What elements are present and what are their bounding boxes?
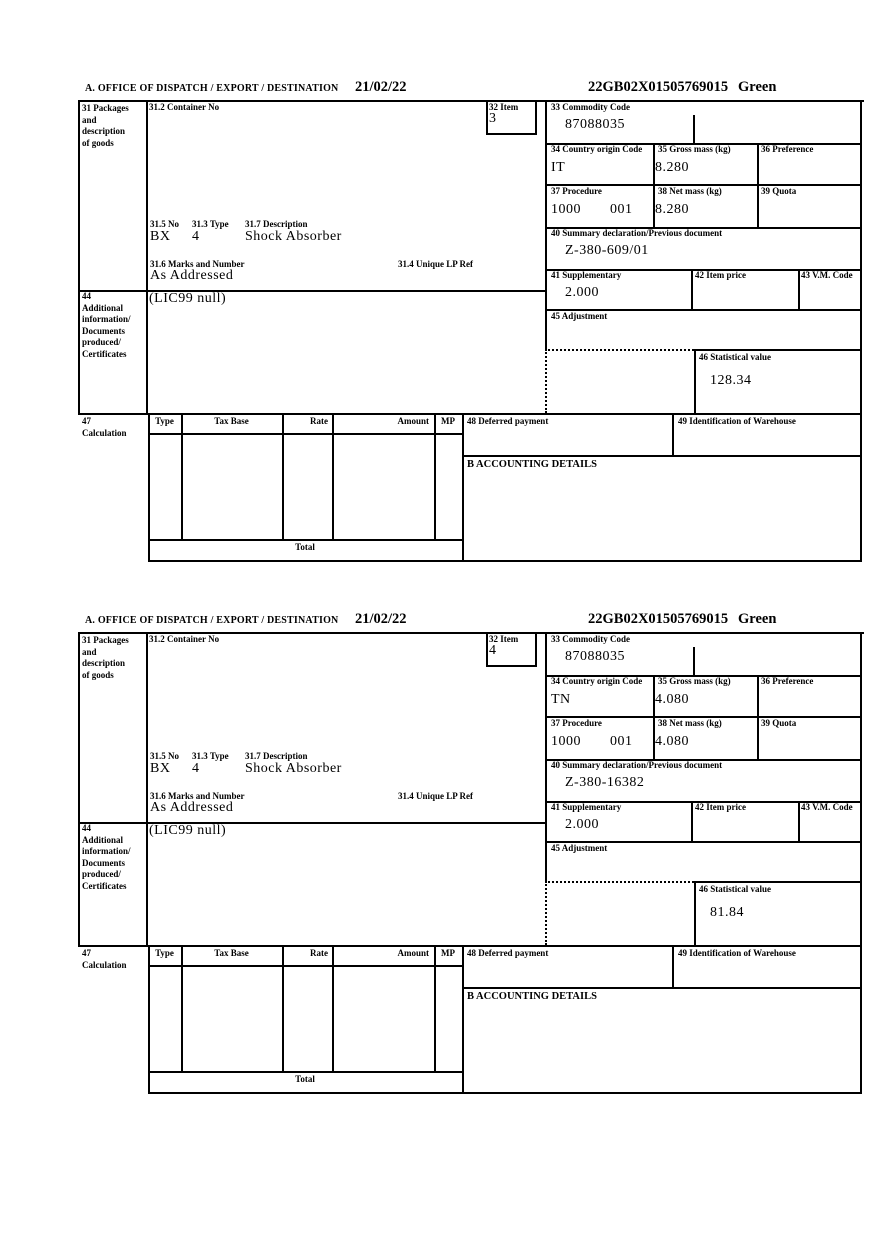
description-317-label: 31.7 Description [245, 219, 308, 229]
procedure-label: 37 Procedure [551, 186, 602, 196]
procedure-value: 1000 [551, 202, 581, 217]
preference-label: 36 Preference [761, 144, 814, 154]
deferred-payment-label: 48 Deferred payment [467, 948, 549, 958]
item-box-left [486, 100, 488, 135]
calc-header-taxbase: Tax Base [214, 416, 249, 426]
routing-status: Green [738, 79, 777, 95]
calc-col-type-right [181, 945, 183, 1071]
vm-code-label: 43 V.M. Code [801, 270, 853, 280]
declaration-reference: 22GB02X01505769015 [588, 611, 729, 627]
col42-43-divider [798, 269, 800, 309]
quota-label: 39 Quota [761, 718, 797, 728]
accounting-box-top [462, 987, 862, 989]
summary-declaration-label: 40 Summary declaration/Previous document [551, 760, 723, 770]
calc-col-taxbase-right [282, 945, 284, 1071]
no-315-label: 31.5 No [150, 751, 179, 761]
statistical-dotted-vertical [545, 881, 547, 945]
warehouse-id-label: 49 Identification of Warehouse [678, 948, 796, 958]
calc-col-type-right [181, 413, 183, 539]
goods-description-value: Shock Absorber [245, 761, 342, 776]
calc-total-label: Total [295, 542, 315, 552]
preference-label: 36 Preference [761, 676, 814, 686]
form-bottom-border [148, 560, 862, 562]
net-mass-label: 38 Net mass (kg) [658, 186, 722, 196]
commodity-code-value: 87088035 [565, 649, 625, 664]
accounting-details-label: B ACCOUNTING DETAILS [467, 991, 597, 1002]
lp-ref-314-label: 31.4 Unique LP Ref [398, 259, 474, 269]
marks-316-label: 31.6 Marks and Number [150, 259, 245, 269]
lp-ref-314-label: 31.4 Unique LP Ref [398, 791, 474, 801]
calc-col-amount-right [434, 413, 436, 539]
adjustment-label: 45 Adjustment [551, 843, 608, 853]
gross-mass-label: 35 Gross mass (kg) [658, 144, 731, 154]
item-no-value: 3 [489, 111, 497, 126]
calc-header-type: Type [155, 416, 174, 426]
statistical-value-label: 46 Statistical value [699, 352, 771, 362]
office-of-dispatch-label: A. OFFICE OF DISPATCH / EXPORT / DESTINATION [85, 615, 339, 626]
country-origin-label: 34 Country origin Code [551, 676, 643, 686]
commodity-code-label: 33 Commodity Code [551, 102, 630, 112]
col48-49-divider [672, 413, 674, 457]
box31-label: 31 Packages and description of goods [82, 103, 129, 148]
gross-mass-value: 4.080 [655, 692, 689, 707]
item-no-label: 32 Item [489, 634, 519, 644]
declaration-item-block [0, 612, 882, 1097]
box31-label: 31 Packages and description of goods [82, 635, 129, 680]
packages-no-value: BX [150, 229, 171, 244]
office-of-dispatch-label: A. OFFICE OF DISPATCH / EXPORT / DESTINATION [85, 83, 339, 94]
form-right-border [860, 100, 862, 562]
item-box-bottom [486, 665, 537, 667]
gross-mass-value: 8.280 [655, 160, 689, 175]
box47-label: 47 Calculation [82, 416, 127, 438]
statistical-box-left [694, 881, 696, 945]
item-no-label: 32 Item [489, 102, 519, 112]
marks-value: As Addressed [150, 268, 234, 283]
calc-col-rate-right [332, 413, 334, 539]
form-bottom-border [148, 1092, 862, 1094]
gross-mass-label: 35 Gross mass (kg) [658, 676, 731, 686]
item-box-right [535, 632, 537, 667]
declaration-date: 21/02/22 [355, 79, 407, 95]
accounting-details-label: B ACCOUNTING DETAILS [467, 459, 597, 470]
statistical-value-label: 46 Statistical value [699, 884, 771, 894]
type-313-label: 31.3 Type [192, 751, 229, 761]
calc-band-top [78, 413, 862, 415]
statistical-dotted-vertical [545, 349, 547, 413]
procedure-value: 1000 [551, 734, 581, 749]
item-box-left [486, 632, 488, 667]
description-317-label: 31.7 Description [245, 751, 308, 761]
marks-value: As Addressed [150, 800, 234, 815]
type-313-label: 31.3 Type [192, 219, 229, 229]
item-price-label: 42 Item price [695, 802, 746, 812]
item-box-right [535, 100, 537, 135]
calc-table-bottom [148, 539, 464, 541]
label-column-divider [146, 100, 148, 415]
item-price-label: 42 Item price [695, 270, 746, 280]
calc-header-underline [148, 433, 464, 435]
statistical-value-value: 128.34 [710, 373, 752, 388]
packages-no-value: BX [150, 761, 171, 776]
calc-header-type: Type [155, 948, 174, 958]
calc-header-taxbase: Tax Base [214, 948, 249, 958]
routing-status: Green [738, 611, 777, 627]
calc-col-amount-right [434, 945, 436, 1071]
packages-type-value: 4 [192, 229, 200, 244]
form-left-border [78, 632, 80, 947]
calc-total-label: Total [295, 1074, 315, 1084]
statistical-box-left [694, 349, 696, 413]
supplementary-label: 41 Supplementary [551, 802, 622, 812]
statistical-value-value: 81.84 [710, 905, 744, 920]
adjustment-label: 45 Adjustment [551, 311, 608, 321]
warehouse-id-label: 49 Identification of Warehouse [678, 416, 796, 426]
supplementary-value: 2.000 [565, 285, 599, 300]
calc-header-mp: MP [441, 948, 455, 958]
net-mass-label: 38 Net mass (kg) [658, 718, 722, 728]
calc-col-taxbase-right [282, 413, 284, 539]
form-right-border [860, 632, 862, 1094]
quota-label: 39 Quota [761, 186, 797, 196]
item-no-value: 4 [489, 643, 497, 658]
net-mass-value: 4.080 [655, 734, 689, 749]
summary-declaration-label: 40 Summary declaration/Previous document [551, 228, 723, 238]
calc-header-rate: Rate [310, 948, 328, 958]
form-left-border [78, 100, 80, 415]
no-315-label: 31.5 No [150, 219, 179, 229]
calc-header-amount: Amount [397, 948, 429, 958]
calc-header-mp: MP [441, 416, 455, 426]
statistical-box-top [694, 881, 862, 883]
calc-col-rate-right [332, 945, 334, 1071]
declaration-date: 21/02/22 [355, 611, 407, 627]
col41-42-divider [691, 801, 693, 841]
label-column-divider [146, 632, 148, 947]
col48-49-divider [672, 945, 674, 989]
container-no-label: 31.2 Container No [149, 102, 220, 112]
commodity-code-label: 33 Commodity Code [551, 634, 630, 644]
commodity-column-divider [545, 632, 547, 883]
goods-description-value: Shock Absorber [245, 229, 342, 244]
calc-header-underline [148, 965, 464, 967]
declaration-item-block [0, 80, 882, 565]
deferred-payment-label: 48 Deferred payment [467, 416, 549, 426]
calc-table-bottom [148, 1071, 464, 1073]
additional-information-value: (LIC99 null) [149, 823, 227, 838]
commodity-code-tick [693, 115, 695, 143]
calc-band-top [78, 945, 862, 947]
previous-document-value: Z-380-609/01 [565, 243, 649, 258]
packages-type-value: 4 [192, 761, 200, 776]
net-mass-value: 8.280 [655, 202, 689, 217]
statistical-box-top [694, 349, 862, 351]
box47-label: 47 Calculation [82, 948, 127, 970]
procedure-label: 37 Procedure [551, 718, 602, 728]
commodity-code-tick [693, 647, 695, 675]
col42-43-divider [798, 801, 800, 841]
calc-header-rate: Rate [310, 416, 328, 426]
supplementary-value: 2.000 [565, 817, 599, 832]
marks-316-label: 31.6 Marks and Number [150, 791, 245, 801]
declaration-reference: 22GB02X01505769015 [588, 79, 729, 95]
commodity-code-value: 87088035 [565, 117, 625, 132]
procedure-code2-value: 001 [610, 734, 633, 749]
item-box-bottom [486, 133, 537, 135]
additional-information-value: (LIC99 null) [149, 291, 227, 306]
commodity-column-divider [545, 100, 547, 351]
adjustment-dotted-divider [545, 349, 694, 351]
country-origin-value: IT [551, 160, 566, 175]
adjustment-dotted-divider [545, 881, 694, 883]
box44-label: 44 Additional information/ Documents produced/ Certificates [82, 823, 131, 891]
procedure-code2-value: 001 [610, 202, 633, 217]
vm-code-label: 43 V.M. Code [801, 802, 853, 812]
previous-document-value: Z-380-16382 [565, 775, 645, 790]
accounting-box-top [462, 455, 862, 457]
calc-header-amount: Amount [397, 416, 429, 426]
supplementary-label: 41 Supplementary [551, 270, 622, 280]
country-origin-value: TN [551, 692, 571, 707]
container-no-label: 31.2 Container No [149, 634, 220, 644]
box44-label: 44 Additional information/ Documents produced/ Certificates [82, 291, 131, 359]
country-origin-label: 34 Country origin Code [551, 144, 643, 154]
col41-42-divider [691, 269, 693, 309]
